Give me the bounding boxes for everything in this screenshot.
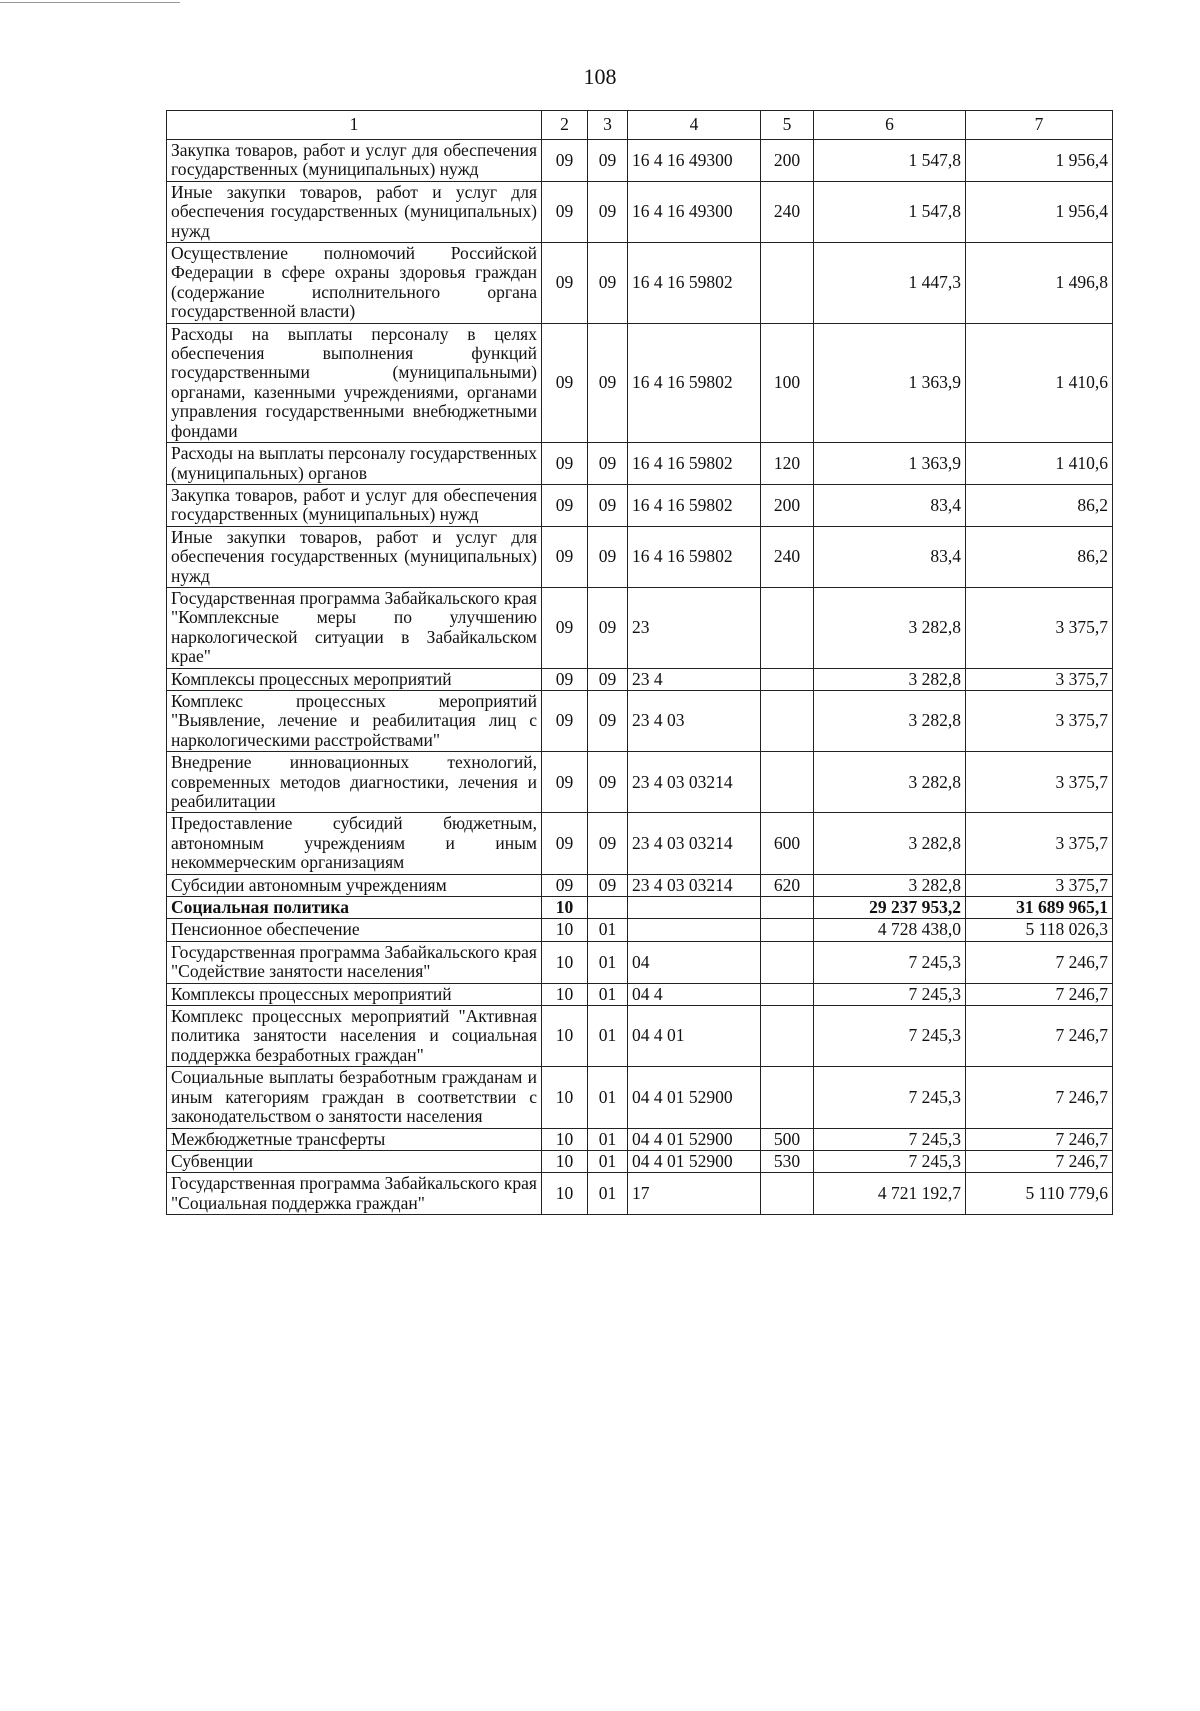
- row-name-cell: Субвенции: [167, 1150, 542, 1172]
- target-article-cell: 23 4 03 03214: [628, 752, 761, 813]
- expense-type-cell: 500: [761, 1128, 814, 1150]
- subsection-code-cell: 09: [588, 587, 628, 668]
- expense-type-cell: [761, 243, 814, 324]
- amount-year1-cell: 1 447,3: [814, 243, 966, 324]
- table-row: [167, 668, 1113, 690]
- subsection-code-cell: 09: [588, 484, 628, 526]
- table-row: [167, 1128, 1113, 1150]
- target-article-cell: 16 4 16 59802: [628, 484, 761, 526]
- row-name-cell: Расходы на выплаты персоналу государственных (муниципальных) органов: [167, 443, 542, 485]
- subsection-code-cell: 09: [588, 813, 628, 874]
- target-article-cell: 23 4 03 03214: [628, 874, 761, 896]
- section-code-cell: 09: [542, 243, 588, 324]
- expense-type-cell: [761, 983, 814, 1005]
- subsection-code-cell: 01: [588, 1067, 628, 1128]
- table-row: [167, 941, 1113, 983]
- expense-type-cell: [761, 941, 814, 983]
- table-row: [167, 813, 1113, 874]
- section-code-cell: 10: [542, 919, 588, 941]
- expense-type-cell: 120: [761, 443, 814, 485]
- amount-year1-cell: 3 282,8: [814, 752, 966, 813]
- amount-year2-cell: 5 110 779,6: [966, 1173, 1113, 1215]
- table-row: [167, 140, 1113, 182]
- subsection-code-cell: [588, 897, 628, 919]
- subsection-code-cell: 09: [588, 181, 628, 242]
- target-article-cell: 16 4 16 59802: [628, 243, 761, 324]
- table-row: [167, 526, 1113, 587]
- amount-year1-cell: 3 282,8: [814, 874, 966, 896]
- amount-year2-cell: 86,2: [966, 526, 1113, 587]
- expense-type-cell: [761, 1067, 814, 1128]
- row-name-cell: Комплексы процессных мероприятий: [167, 983, 542, 1005]
- amount-year2-cell: 1 956,4: [966, 181, 1113, 242]
- amount-year1-cell: 83,4: [814, 526, 966, 587]
- subsection-code-cell: 01: [588, 1006, 628, 1067]
- amount-year2-cell: 1 496,8: [966, 243, 1113, 324]
- amount-year1-cell: 1 547,8: [814, 181, 966, 242]
- target-article-cell: 04 4: [628, 983, 761, 1005]
- table-row: [167, 897, 1113, 919]
- row-name-cell: Государственная программа Забайкальского края "Социальная поддержка граждан": [167, 1173, 542, 1215]
- target-article-cell: 23 4: [628, 668, 761, 690]
- section-code-cell: 09: [542, 526, 588, 587]
- subsection-code-cell: 01: [588, 941, 628, 983]
- expense-type-cell: [761, 668, 814, 690]
- amount-year2-cell: 7 246,7: [966, 1006, 1113, 1067]
- table-row: [167, 1173, 1113, 1215]
- amount-year2-cell: 3 375,7: [966, 668, 1113, 690]
- row-name-cell: Социальные выплаты безработным гражданам и иным категориям граждан в соответствии с законодательством о занятости населения: [167, 1067, 542, 1128]
- table-row: [167, 983, 1113, 1005]
- expense-type-cell: [761, 1173, 814, 1215]
- subsection-code-cell: 01: [588, 1128, 628, 1150]
- amount-year2-cell: 3 375,7: [966, 690, 1113, 751]
- table-row: [167, 587, 1113, 668]
- amount-year1-cell: 7 245,3: [814, 1150, 966, 1172]
- target-article-cell: 23 4 03 03214: [628, 813, 761, 874]
- subsection-code-cell: 01: [588, 983, 628, 1005]
- row-name-cell: Государственная программа Забайкальского края "Комплексные меры по улучшению наркологической ситуации в Забайкальском крае": [167, 587, 542, 668]
- target-article-cell: 04 4 01 52900: [628, 1150, 761, 1172]
- section-code-cell: 09: [542, 443, 588, 485]
- section-code-cell: 10: [542, 897, 588, 919]
- subsection-code-cell: 09: [588, 323, 628, 442]
- target-article-cell: 04: [628, 941, 761, 983]
- expense-type-cell: 240: [761, 526, 814, 587]
- row-name-cell: Закупка товаров, работ и услуг для обеспечения государственных (муниципальных) нужд: [167, 140, 542, 182]
- section-code-cell: 09: [542, 323, 588, 442]
- amount-year1-cell: 1 547,8: [814, 140, 966, 182]
- section-code-cell: 10: [542, 1067, 588, 1128]
- section-code-cell: 09: [542, 587, 588, 668]
- column-header: 3: [588, 111, 628, 140]
- amount-year1-cell: 29 237 953,2: [814, 897, 966, 919]
- subsection-code-cell: 09: [588, 752, 628, 813]
- amount-year2-cell: 7 246,7: [966, 1150, 1113, 1172]
- amount-year2-cell: 86,2: [966, 484, 1113, 526]
- column-header: 7: [966, 111, 1113, 140]
- target-article-cell: [628, 919, 761, 941]
- amount-year1-cell: 1 363,9: [814, 443, 966, 485]
- section-code-cell: 10: [542, 941, 588, 983]
- target-article-cell: 16 4 16 59802: [628, 323, 761, 442]
- amount-year2-cell: 7 246,7: [966, 1128, 1113, 1150]
- table-row: [167, 1150, 1113, 1172]
- amount-year2-cell: 3 375,7: [966, 587, 1113, 668]
- section-code-cell: 09: [542, 484, 588, 526]
- amount-year1-cell: 3 282,8: [814, 813, 966, 874]
- row-name-cell: Социальная политика: [167, 897, 542, 919]
- amount-year2-cell: 1 956,4: [966, 140, 1113, 182]
- row-name-cell: Иные закупки товаров, работ и услуг для обеспечения государственных (муниципальных) нужд: [167, 181, 542, 242]
- table-row: [167, 484, 1113, 526]
- section-code-cell: 09: [542, 668, 588, 690]
- page-number: 108: [583, 64, 617, 89]
- amount-year1-cell: 1 363,9: [814, 323, 966, 442]
- table-header-row: [167, 111, 1113, 140]
- subsection-code-cell: 09: [588, 526, 628, 587]
- target-article-cell: 17: [628, 1173, 761, 1215]
- expense-type-cell: 100: [761, 323, 814, 442]
- amount-year1-cell: 3 282,8: [814, 668, 966, 690]
- subsection-code-cell: 01: [588, 1150, 628, 1172]
- amount-year2-cell: 3 375,7: [966, 752, 1113, 813]
- amount-year1-cell: 7 245,3: [814, 1128, 966, 1150]
- amount-year2-cell: 3 375,7: [966, 874, 1113, 896]
- expense-type-cell: [761, 587, 814, 668]
- amount-year2-cell: 1 410,6: [966, 443, 1113, 485]
- row-name-cell: Комплекс процессных мероприятий "Активная политика занятости населения и социальная поддержка безработных граждан": [167, 1006, 542, 1067]
- budget-table: [166, 110, 1113, 1215]
- target-article-cell: 16 4 16 59802: [628, 443, 761, 485]
- row-name-cell: Государственная программа Забайкальского края "Содействие занятости населения": [167, 941, 542, 983]
- amount-year1-cell: 7 245,3: [814, 1006, 966, 1067]
- section-code-cell: 09: [542, 874, 588, 896]
- subsection-code-cell: 09: [588, 443, 628, 485]
- amount-year1-cell: 7 245,3: [814, 941, 966, 983]
- expense-type-cell: [761, 690, 814, 751]
- expense-type-cell: 600: [761, 813, 814, 874]
- section-code-cell: 09: [542, 752, 588, 813]
- column-header: 1: [167, 111, 542, 140]
- section-code-cell: 09: [542, 181, 588, 242]
- amount-year1-cell: 4 721 192,7: [814, 1173, 966, 1215]
- amount-year1-cell: 7 245,3: [814, 983, 966, 1005]
- target-article-cell: 16 4 16 59802: [628, 526, 761, 587]
- expense-type-cell: 200: [761, 140, 814, 182]
- table-row: [167, 874, 1113, 896]
- table-row: [167, 243, 1113, 324]
- section-code-cell: 09: [542, 813, 588, 874]
- section-code-cell: 10: [542, 1128, 588, 1150]
- row-name-cell: Пенсионное обеспечение: [167, 919, 542, 941]
- target-article-cell: [628, 897, 761, 919]
- section-code-cell: 09: [542, 690, 588, 751]
- table-row: [167, 1067, 1113, 1128]
- target-article-cell: 23 4 03: [628, 690, 761, 751]
- row-name-cell: Комплекс процессных мероприятий "Выявление, лечение и реабилитация лиц с наркологическими расстройствами": [167, 690, 542, 751]
- table-row: [167, 323, 1113, 442]
- amount-year2-cell: 7 246,7: [966, 1067, 1113, 1128]
- table-row: [167, 690, 1113, 751]
- amount-year2-cell: 3 375,7: [966, 813, 1113, 874]
- column-header: 6: [814, 111, 966, 140]
- section-code-cell: 10: [542, 1006, 588, 1067]
- subsection-code-cell: 09: [588, 140, 628, 182]
- expense-type-cell: [761, 752, 814, 813]
- target-article-cell: 04 4 01: [628, 1006, 761, 1067]
- table-row: [167, 919, 1113, 941]
- amount-year2-cell: 7 246,7: [966, 983, 1113, 1005]
- subsection-code-cell: 01: [588, 919, 628, 941]
- target-article-cell: 16 4 16 49300: [628, 140, 761, 182]
- row-name-cell: Внедрение инновационных технологий, современных методов диагностики, лечения и реабилитации: [167, 752, 542, 813]
- amount-year1-cell: 4 728 438,0: [814, 919, 966, 941]
- expense-type-cell: 200: [761, 484, 814, 526]
- section-code-cell: 10: [542, 1150, 588, 1172]
- row-name-cell: Межбюджетные трансферты: [167, 1128, 542, 1150]
- section-code-cell: 09: [542, 140, 588, 182]
- target-article-cell: 04 4 01 52900: [628, 1128, 761, 1150]
- subsection-code-cell: 09: [588, 243, 628, 324]
- row-name-cell: Комплексы процессных мероприятий: [167, 668, 542, 690]
- amount-year2-cell: 31 689 965,1: [966, 897, 1113, 919]
- amount-year2-cell: 1 410,6: [966, 323, 1113, 442]
- table-row: [167, 181, 1113, 242]
- row-name-cell: Расходы на выплаты персоналу в целях обеспечения выполнения функций государственными (муниципальными) органами, казенными учреждениями, органами управления государственными внебюджетными фондами: [167, 323, 542, 442]
- row-name-cell: Субсидии автономным учреждениям: [167, 874, 542, 896]
- row-name-cell: Закупка товаров, работ и услуг для обеспечения государственных (муниципальных) нужд: [167, 484, 542, 526]
- table-body: [167, 140, 1113, 1215]
- column-header: 2: [542, 111, 588, 140]
- subsection-code-cell: 09: [588, 874, 628, 896]
- amount-year1-cell: 7 245,3: [814, 1067, 966, 1128]
- table-row: [167, 1006, 1113, 1067]
- section-code-cell: 10: [542, 1173, 588, 1215]
- amount-year1-cell: 83,4: [814, 484, 966, 526]
- expense-type-cell: [761, 919, 814, 941]
- subsection-code-cell: 09: [588, 668, 628, 690]
- subsection-code-cell: 09: [588, 690, 628, 751]
- expense-type-cell: 240: [761, 181, 814, 242]
- target-article-cell: 23: [628, 587, 761, 668]
- table-row: [167, 752, 1113, 813]
- row-name-cell: Предоставление субсидий бюджетным, автономным учреждениям и иным некоммерческим организациям: [167, 813, 542, 874]
- column-header: 5: [761, 111, 814, 140]
- amount-year1-cell: 3 282,8: [814, 587, 966, 668]
- section-code-cell: 10: [542, 983, 588, 1005]
- expense-type-cell: [761, 897, 814, 919]
- table-row: [167, 443, 1113, 485]
- target-article-cell: 04 4 01 52900: [628, 1067, 761, 1128]
- subsection-code-cell: 01: [588, 1173, 628, 1215]
- expense-type-cell: 530: [761, 1150, 814, 1172]
- expense-type-cell: 620: [761, 874, 814, 896]
- amount-year2-cell: 5 118 026,3: [966, 919, 1113, 941]
- target-article-cell: 16 4 16 49300: [628, 181, 761, 242]
- expense-type-cell: [761, 1006, 814, 1067]
- amount-year1-cell: 3 282,8: [814, 690, 966, 751]
- row-name-cell: Осуществление полномочий Российской Федерации в сфере охраны здоровья граждан (содержание исполнительного органа государственной власти): [167, 243, 542, 324]
- scan-edge-line: [0, 2, 180, 3]
- row-name-cell: Иные закупки товаров, работ и услуг для обеспечения государственных (муниципальных) нужд: [167, 526, 542, 587]
- column-header: 4: [628, 111, 761, 140]
- amount-year2-cell: 7 246,7: [966, 941, 1113, 983]
